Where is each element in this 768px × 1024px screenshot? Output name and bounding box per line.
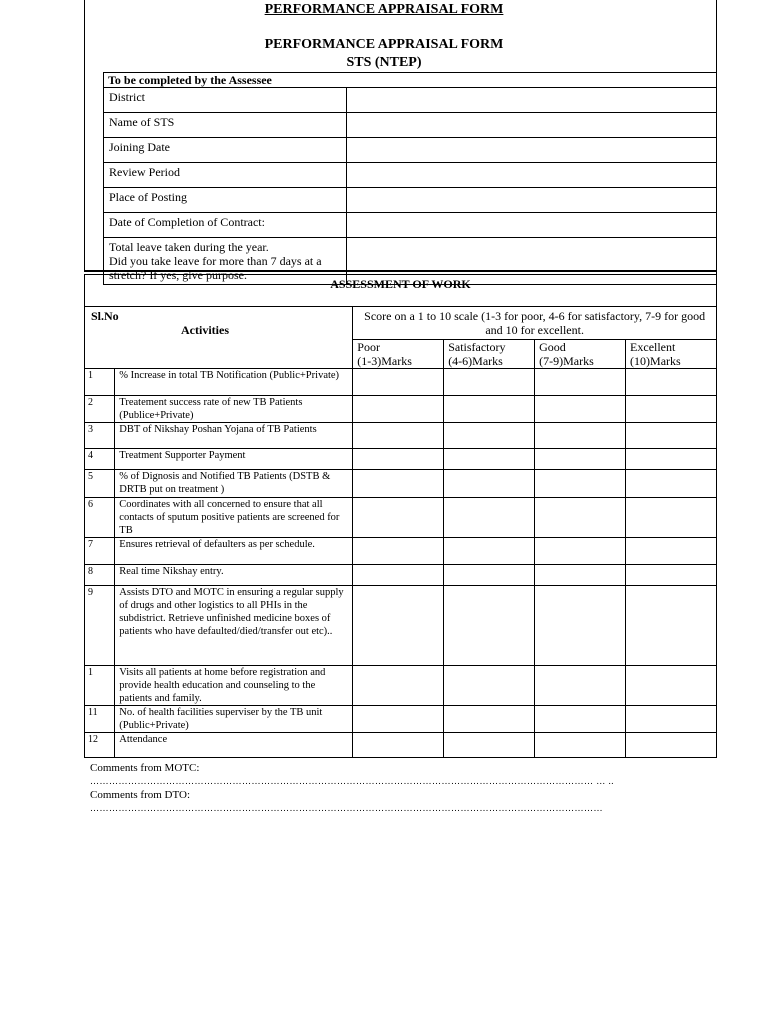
assessee-heading-row — [104, 73, 717, 88]
excellent-label: Excellent — [630, 340, 676, 354]
scale-description: Score on a 1 to 10 scale (1-3 for poor, 4-6 for satisfactory, 7-9 for good and 10 for excellent. — [353, 307, 717, 340]
satisfactory-score-cell[interactable] — [444, 498, 535, 538]
satisfactory-score-cell[interactable] — [444, 565, 535, 586]
poor-score-cell[interactable] — [353, 396, 444, 423]
row-activity: Real time Nikshay entry. — [115, 565, 353, 586]
satisfactory-range: (4-6)Marks — [448, 354, 503, 368]
row-sl: 12 — [85, 733, 115, 758]
poor-score-cell[interactable] — [353, 586, 444, 666]
excellent-range: (10)Marks — [630, 354, 681, 368]
table-row — [85, 586, 717, 666]
assessment-title: ASSESSMENT OF WORK — [85, 275, 717, 307]
place-of-posting-field[interactable] — [347, 188, 717, 213]
row-activity: Coordinates with all concerned to ensure that all contacts of sputum positive patients are screened for TB — [115, 498, 353, 538]
assessee-row — [104, 138, 717, 163]
satisfactory-score-cell[interactable] — [444, 369, 535, 396]
assessee-table — [103, 72, 717, 285]
satisfactory-score-cell[interactable] — [444, 396, 535, 423]
row-sl: 11 — [85, 706, 115, 733]
row-sl: 1 — [85, 666, 115, 706]
table-row — [85, 423, 717, 449]
table-row — [85, 733, 717, 758]
contract-completion-label: Date of Completion of Contract: — [104, 213, 347, 238]
good-score-cell[interactable] — [535, 565, 626, 586]
row-activity: No. of health facilities superviser by the TB unit (Public+Private) — [115, 706, 353, 733]
poor-score-cell[interactable] — [353, 498, 444, 538]
dto-comments-label: Comments from DTO: — [90, 789, 191, 801]
activities-header: Activities — [181, 323, 229, 337]
row-activity: % of Dignosis and Notified TB Patients (DSTB & DRTB put on treatment ) — [115, 470, 353, 498]
poor-score-cell[interactable] — [353, 470, 444, 498]
row-activity: Visits all patients at home before registration and provide health education and counseling to the patients and family. — [115, 666, 353, 706]
table-row — [85, 470, 717, 498]
row-sl: 7 — [85, 538, 115, 565]
row-activity: % Increase in total TB Notification (Public+Private) — [115, 369, 353, 396]
table-row — [85, 706, 717, 733]
assessee-row — [104, 213, 717, 238]
excellent-score-cell[interactable] — [626, 565, 717, 586]
district-field[interactable] — [347, 88, 717, 113]
satisfactory-score-cell[interactable] — [444, 470, 535, 498]
assessment-title-row — [85, 275, 717, 307]
poor-score-cell[interactable] — [353, 538, 444, 565]
joining-date-label: Joining Date — [104, 138, 347, 163]
poor-score-cell[interactable] — [353, 706, 444, 733]
poor-score-cell[interactable] — [353, 423, 444, 449]
satisfactory-score-cell[interactable] — [444, 449, 535, 470]
excellent-score-cell[interactable] — [626, 396, 717, 423]
assessee-row — [104, 188, 717, 213]
motc-comments-label: Comments from MOTC: — [90, 762, 200, 774]
satisfactory-score-cell[interactable] — [444, 666, 535, 706]
poor-score-cell[interactable] — [353, 449, 444, 470]
review-period-label: Review Period — [104, 163, 347, 188]
excellent-score-cell[interactable] — [626, 423, 717, 449]
table-row — [85, 498, 717, 538]
satisfactory-header — [444, 340, 535, 369]
row-activity: Attendance — [115, 733, 353, 758]
activities-header-cell — [85, 307, 353, 369]
row-sl: 6 — [85, 498, 115, 538]
row-activity: Treatment Supporter Payment — [115, 449, 353, 470]
poor-score-cell[interactable] — [353, 666, 444, 706]
form-subtitle: STS (NTEP) — [346, 55, 422, 70]
place-of-posting-label: Place of Posting — [104, 188, 347, 213]
excellent-score-cell[interactable] — [626, 586, 717, 666]
row-sl: 1 — [85, 369, 115, 396]
row-sl: 3 — [85, 423, 115, 449]
section-divider — [84, 270, 717, 271]
leave-label-line2: Did you take leave for more than 7 days at a stretch? If yes, give purpose. — [109, 254, 322, 282]
table-row — [85, 449, 717, 470]
good-range: (7-9)Marks — [539, 354, 594, 368]
assessment-table — [84, 274, 717, 758]
excellent-score-cell[interactable] — [626, 449, 717, 470]
good-score-cell[interactable] — [535, 396, 626, 423]
excellent-score-cell[interactable] — [626, 369, 717, 396]
row-sl: 2 — [85, 396, 115, 423]
poor-score-cell[interactable] — [353, 369, 444, 396]
leave-label-line1: Total leave taken during the year. — [109, 240, 269, 254]
satisfactory-score-cell[interactable] — [444, 423, 535, 449]
assessee-row — [104, 88, 717, 113]
review-period-field[interactable] — [347, 163, 717, 188]
sts-name-field[interactable] — [347, 113, 717, 138]
row-activity: Assists DTO and MOTC in ensuring a regular supply of drugs and other logistics to all PHIs in the subdistrict. Retrieve unfinished medicine boxes of patients who have defaulted/died/transfer out etc).. — [115, 586, 353, 666]
good-score-cell[interactable] — [535, 470, 626, 498]
excellent-score-cell[interactable] — [626, 470, 717, 498]
excellent-score-cell[interactable] — [626, 498, 717, 538]
good-score-cell[interactable] — [535, 666, 626, 706]
assessee-heading: To be completed by the Assessee — [104, 73, 717, 88]
row-activity: DBT of Nikshay Poshan Yojana of TB Patients — [115, 423, 353, 449]
sts-name-label: Name of STS — [104, 113, 347, 138]
good-score-cell[interactable] — [535, 706, 626, 733]
poor-range: (1-3)Marks — [357, 354, 412, 368]
satisfactory-label: Satisfactory — [448, 340, 506, 354]
good-score-cell[interactable] — [535, 733, 626, 758]
excellent-score-cell[interactable] — [626, 733, 717, 758]
good-header — [535, 340, 626, 369]
table-row — [85, 369, 717, 396]
satisfactory-score-cell[interactable] — [444, 586, 535, 666]
joining-date-field[interactable] — [347, 138, 717, 163]
poor-score-cell[interactable] — [353, 733, 444, 758]
good-score-cell[interactable] — [535, 538, 626, 565]
table-row — [85, 396, 717, 423]
excellent-score-cell[interactable] — [626, 666, 717, 706]
sl-no-header: Sl.No — [91, 309, 119, 323]
good-label: Good — [539, 340, 566, 354]
district-label: District — [104, 88, 347, 113]
dto-comments-line[interactable]: ……………………………………………………………………………………………………………………………………………… — [90, 803, 603, 813]
contract-completion-field[interactable] — [347, 213, 717, 238]
scale-header-row — [85, 307, 717, 340]
row-activity: Treatement success rate of new TB Patients (Publice+Private) — [115, 396, 353, 423]
form-title: PERFORMANCE APPRAISAL FORM — [264, 37, 504, 52]
table-row — [85, 565, 717, 586]
excellent-header — [626, 340, 717, 369]
good-score-cell[interactable] — [535, 498, 626, 538]
poor-label: Poor — [357, 340, 380, 354]
satisfactory-score-cell[interactable] — [444, 733, 535, 758]
row-sl: 8 — [85, 565, 115, 586]
poor-score-cell[interactable] — [353, 565, 444, 586]
assessee-row — [104, 163, 717, 188]
table-row — [85, 666, 717, 706]
table-row — [85, 538, 717, 565]
row-sl: 5 — [85, 470, 115, 498]
row-sl: 9 — [85, 586, 115, 666]
form-title-top: PERFORMANCE APPRAISAL FORM — [264, 2, 504, 17]
row-activity: Ensures retrieval of defaulters as per schedule. — [115, 538, 353, 565]
poor-header — [353, 340, 444, 369]
excellent-score-cell[interactable] — [626, 706, 717, 733]
row-sl: 4 — [85, 449, 115, 470]
good-score-cell[interactable] — [535, 586, 626, 666]
satisfactory-score-cell[interactable] — [444, 538, 535, 565]
satisfactory-score-cell[interactable] — [444, 706, 535, 733]
assessee-row — [104, 113, 717, 138]
motc-comments-line[interactable]: …………………………………………………………………………………………………………………………………………… … .. — [90, 776, 614, 786]
good-score-cell[interactable] — [535, 369, 626, 396]
good-score-cell[interactable] — [535, 423, 626, 449]
excellent-score-cell[interactable] — [626, 538, 717, 565]
good-score-cell[interactable] — [535, 449, 626, 470]
